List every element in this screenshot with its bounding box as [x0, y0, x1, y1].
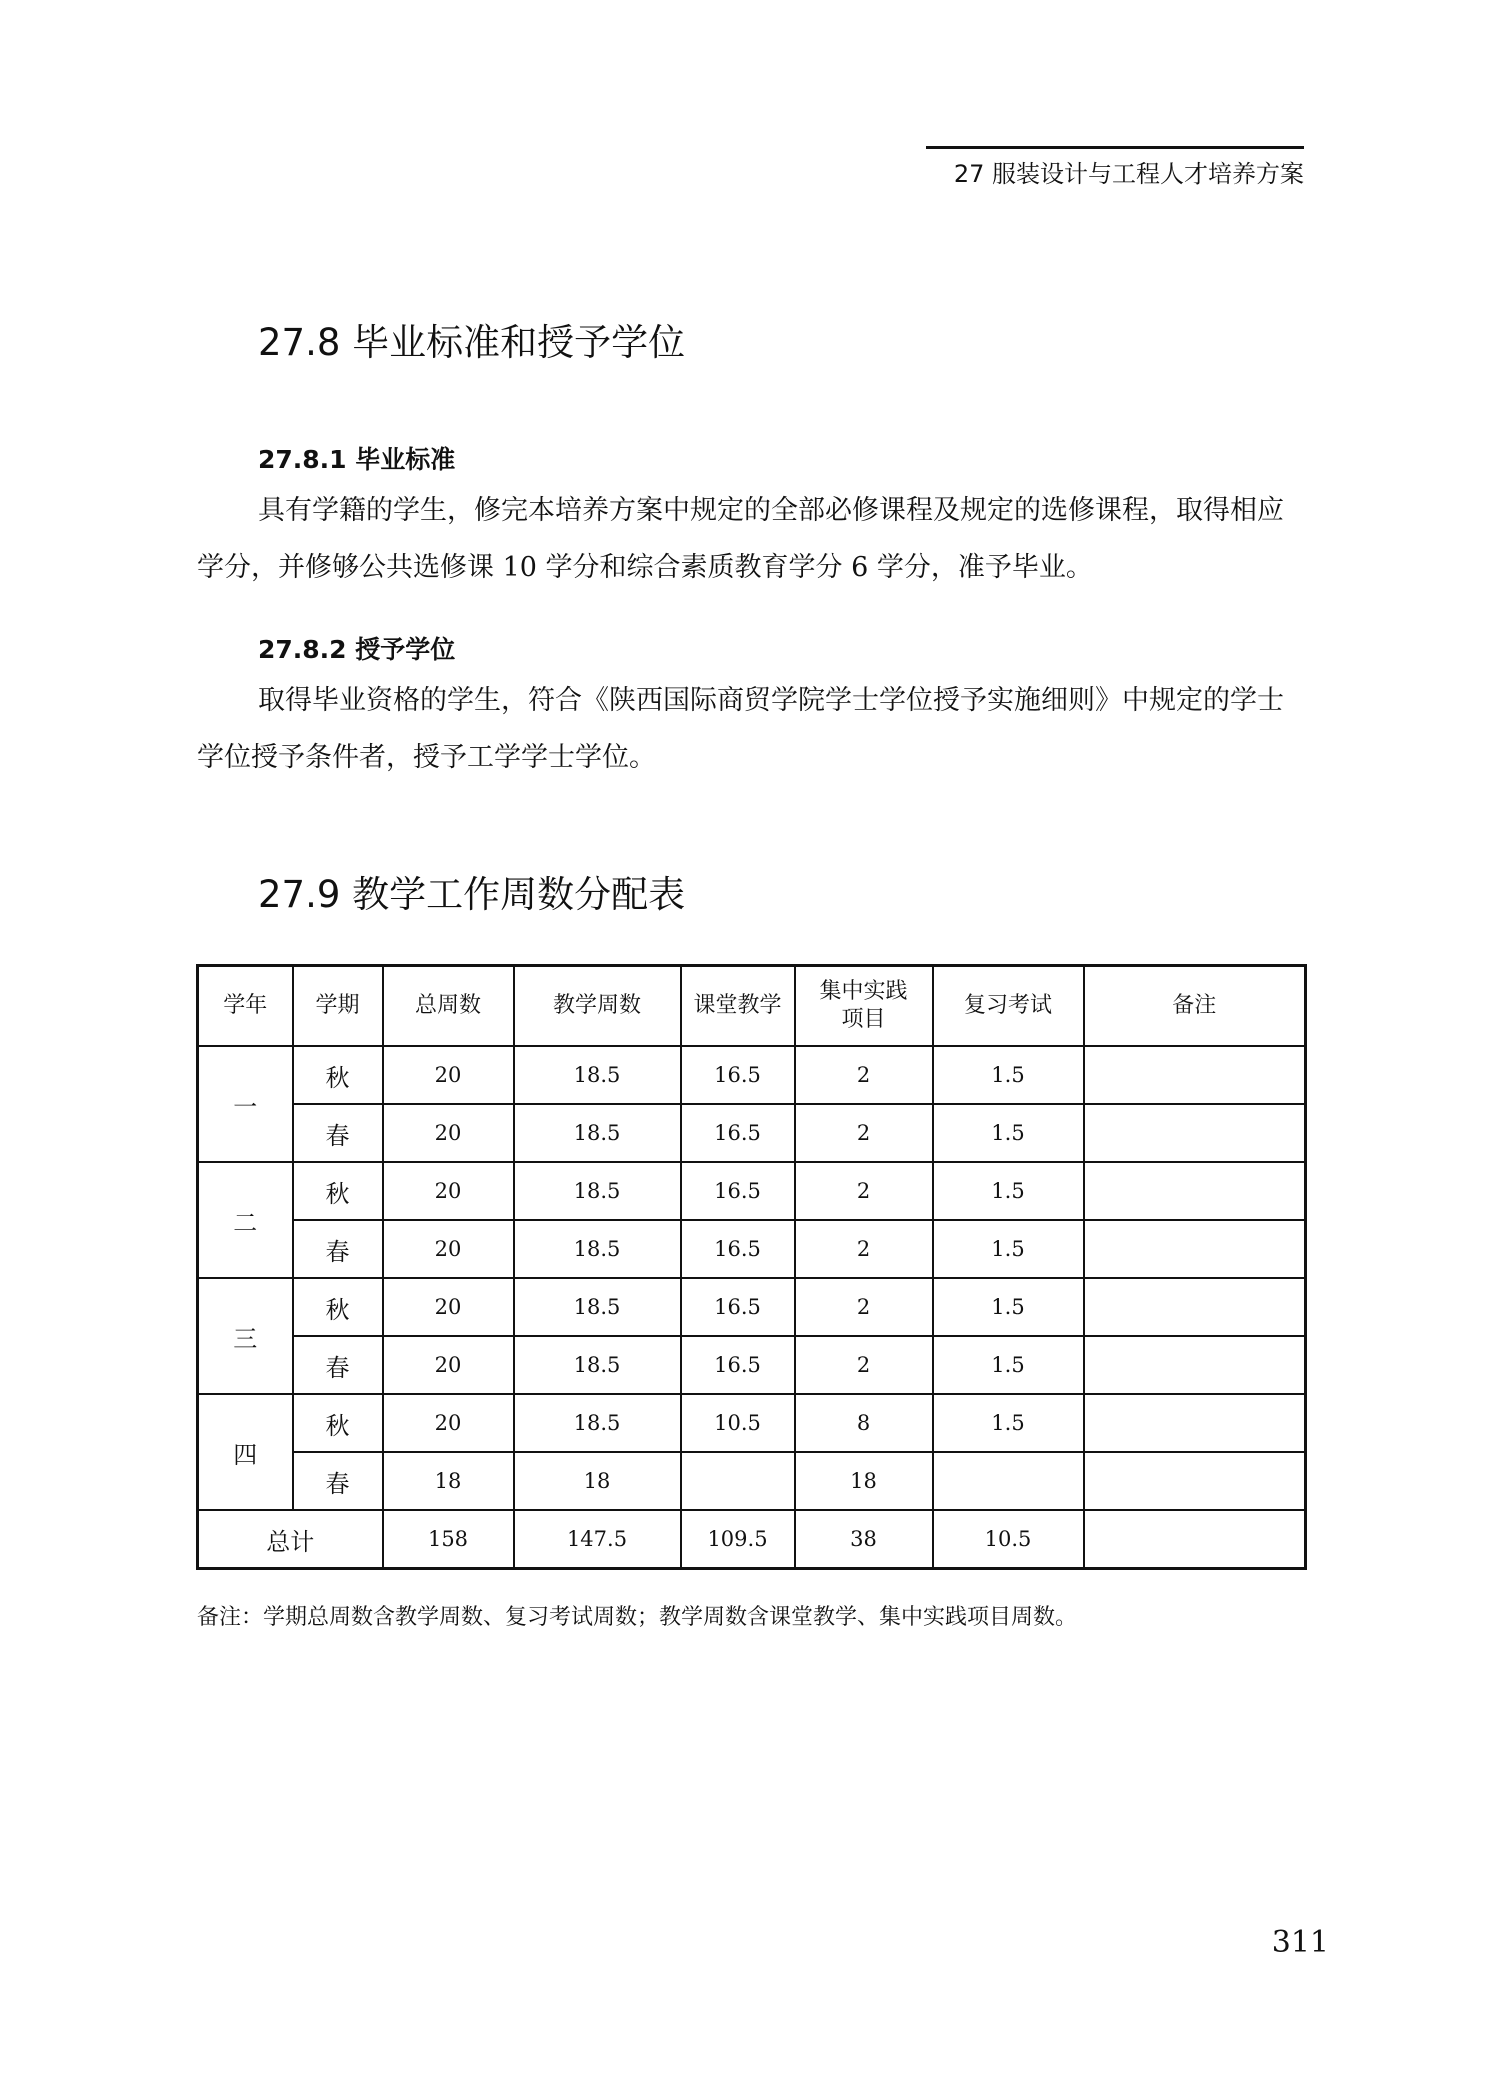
practice-cell: 2	[795, 1336, 933, 1394]
header-remarks: 备注	[1084, 966, 1306, 1047]
classroom-cell: 10.5	[681, 1394, 795, 1452]
classroom-cell	[681, 1452, 795, 1510]
exam-cell: 1.5	[933, 1104, 1084, 1162]
classroom-cell: 16.5	[681, 1104, 795, 1162]
remark-sum	[1084, 1510, 1306, 1569]
exam-cell: 1.5	[933, 1394, 1084, 1452]
header-teaching-weeks: 教学周数	[514, 966, 681, 1047]
running-header	[926, 146, 1304, 188]
table-header-row	[198, 966, 1306, 1047]
term-cell: 春	[293, 1452, 383, 1510]
total-weeks-cell: 20	[383, 1394, 514, 1452]
table-row	[198, 1046, 1306, 1104]
practice-sum: 38	[795, 1510, 933, 1569]
total-weeks-cell: 20	[383, 1220, 514, 1278]
table-row	[198, 1104, 1306, 1162]
table-row	[198, 1278, 1306, 1336]
year-cell: 四	[198, 1394, 293, 1510]
header-year: 学年	[198, 966, 293, 1047]
header-term: 学期	[293, 966, 383, 1047]
teaching-weeks-cell: 18.5	[514, 1278, 681, 1336]
table-note: 备注：学期总周数含教学周数、复习考试周数；教学周数含课堂教学、集中实践项目周数。	[197, 1605, 1078, 1630]
practice-cell: 2	[795, 1278, 933, 1336]
remark-cell	[1084, 1046, 1306, 1104]
total-weeks-cell: 20	[383, 1046, 514, 1104]
remark-cell	[1084, 1220, 1306, 1278]
table-row	[198, 1394, 1306, 1452]
classroom-cell: 16.5	[681, 1278, 795, 1336]
practice-cell: 18	[795, 1452, 933, 1510]
subsection-title-27-8-1: 27.8.1 毕业标准	[258, 445, 456, 474]
classroom-cell: 16.5	[681, 1162, 795, 1220]
teaching-weeks-cell: 18.5	[514, 1046, 681, 1104]
total-weeks-cell: 20	[383, 1278, 514, 1336]
year-cell: 一	[198, 1046, 293, 1162]
table-row	[198, 1452, 1306, 1510]
remark-cell	[1084, 1162, 1306, 1220]
classroom-cell: 16.5	[681, 1046, 795, 1104]
teaching-weeks-cell: 18	[514, 1452, 681, 1510]
classroom-sum: 109.5	[681, 1510, 795, 1569]
table-row	[198, 1220, 1306, 1278]
practice-cell: 2	[795, 1162, 933, 1220]
page-number: 311	[1271, 1925, 1329, 1960]
total-weeks-cell: 20	[383, 1336, 514, 1394]
classroom-cell: 16.5	[681, 1336, 795, 1394]
total-weeks-sum: 158	[383, 1510, 514, 1569]
header-practice-line1: 集中实践	[819, 979, 908, 1004]
subsection-title-27-8-2: 27.8.2 授予学位	[258, 635, 456, 664]
term-cell: 秋	[293, 1394, 383, 1452]
term-cell: 春	[293, 1336, 383, 1394]
header-practice-line2: 项目	[841, 1007, 886, 1032]
teaching-weeks-cell: 18.5	[514, 1336, 681, 1394]
table-row	[198, 1336, 1306, 1394]
exam-cell: 1.5	[933, 1278, 1084, 1336]
graduation-standard-text: 具有学籍的学生，修完本培养方案中规定的全部必修课程及规定的选修课程，取得相应学分，并修够公共选修课 10 学分和综合素质教育学分 6 学分，准予毕业。	[197, 495, 1284, 583]
term-cell: 春	[293, 1104, 383, 1162]
exam-cell: 1.5	[933, 1220, 1084, 1278]
exam-cell: 1.5	[933, 1046, 1084, 1104]
totals-row	[198, 1510, 1306, 1569]
exam-cell	[933, 1452, 1084, 1510]
header-classroom: 课堂教学	[681, 966, 795, 1047]
teaching-weeks-cell: 18.5	[514, 1220, 681, 1278]
remark-cell	[1084, 1394, 1306, 1452]
remark-cell	[1084, 1104, 1306, 1162]
header-total-weeks: 总周数	[383, 966, 514, 1047]
total-weeks-cell: 18	[383, 1452, 514, 1510]
year-cell: 三	[198, 1278, 293, 1394]
running-header-text: 27 服装设计与工程人才培养方案	[953, 160, 1304, 188]
practice-cell: 2	[795, 1046, 933, 1104]
practice-cell: 2	[795, 1104, 933, 1162]
exam-cell: 1.5	[933, 1162, 1084, 1220]
header-practice	[795, 966, 933, 1047]
year-cell: 二	[198, 1162, 293, 1278]
degree-award-text: 取得毕业资格的学生，符合《陕西国际商贸学院学士学位授予实施细则》中规定的学士学位授予条件者，授予工学学士学位。	[197, 685, 1284, 773]
totals-label: 总计	[198, 1510, 383, 1569]
total-weeks-cell: 20	[383, 1162, 514, 1220]
teaching-weeks-cell: 18.5	[514, 1162, 681, 1220]
table-row	[198, 1162, 1306, 1220]
section-title-27-9: 27.9 教学工作周数分配表	[258, 873, 686, 916]
header-rule	[926, 146, 1304, 149]
term-cell: 秋	[293, 1046, 383, 1104]
term-cell: 秋	[293, 1162, 383, 1220]
remark-cell	[1084, 1336, 1306, 1394]
practice-cell: 2	[795, 1220, 933, 1278]
remark-cell	[1084, 1452, 1306, 1510]
header-exam: 复习考试	[933, 966, 1084, 1047]
section-title-27-8: 27.8 毕业标准和授予学位	[258, 321, 686, 364]
teaching-weeks-cell: 18.5	[514, 1104, 681, 1162]
practice-cell: 8	[795, 1394, 933, 1452]
teaching-weeks-cell: 18.5	[514, 1394, 681, 1452]
exam-cell: 1.5	[933, 1336, 1084, 1394]
term-cell: 春	[293, 1220, 383, 1278]
total-weeks-cell: 20	[383, 1104, 514, 1162]
classroom-cell: 16.5	[681, 1220, 795, 1278]
exam-sum: 10.5	[933, 1510, 1084, 1569]
remark-cell	[1084, 1278, 1306, 1336]
teaching-weeks-sum: 147.5	[514, 1510, 681, 1569]
teaching-weeks-table	[196, 964, 1307, 1570]
term-cell: 秋	[293, 1278, 383, 1336]
